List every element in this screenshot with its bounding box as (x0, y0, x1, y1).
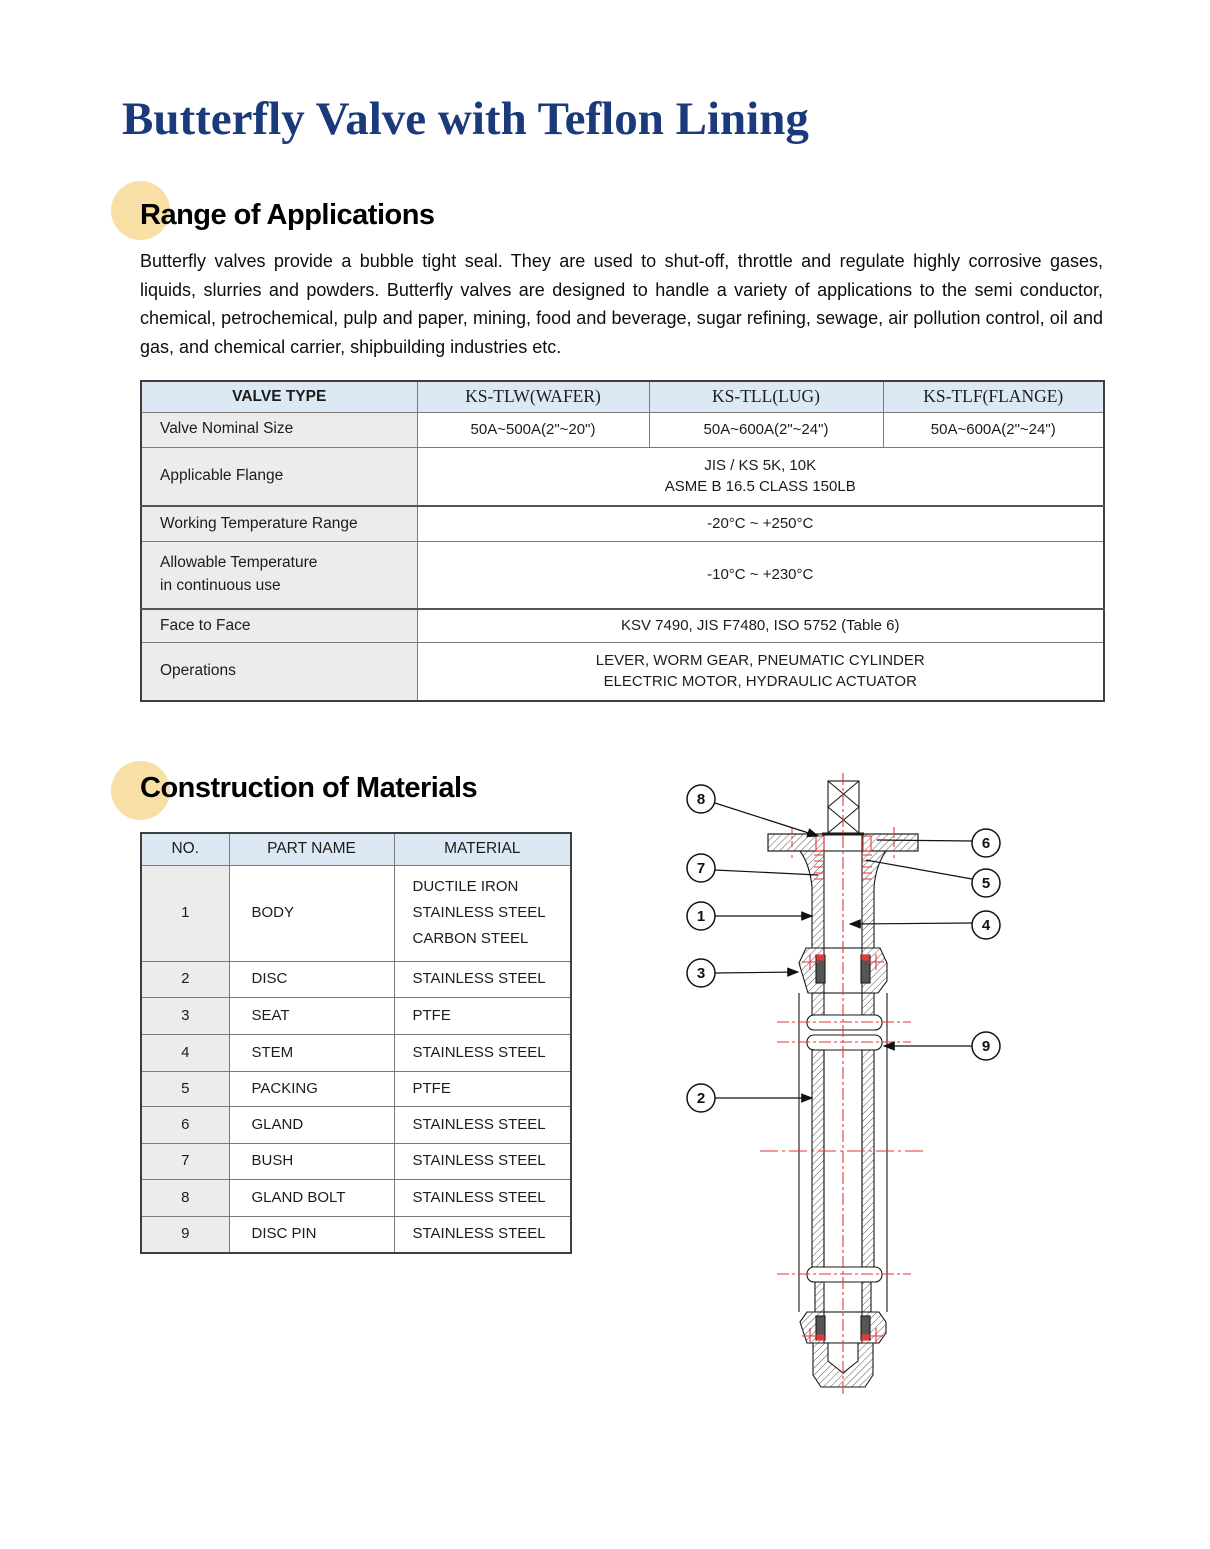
spec-value: 50A~600A(2"~24") (649, 412, 883, 447)
part-no: 4 (141, 1034, 229, 1071)
parts-header-part-name: PART NAME (229, 833, 394, 865)
table-row (141, 865, 571, 961)
spec-label: Working Temperature Range (141, 506, 417, 541)
spec-header-ks-tlf: KS-TLF(FLANGE) (883, 381, 1104, 412)
spec-value-line: ASME B 16.5 CLASS 150LB (664, 478, 856, 496)
table-row (141, 1106, 571, 1143)
spec-label-line: Allowable Temperature (160, 554, 318, 572)
spec-row-face-to-face (141, 609, 1104, 642)
part-name: GLAND BOLT (229, 1179, 394, 1216)
part-name: STEM (229, 1034, 394, 1071)
spec-header-ks-tll: KS-TLL(LUG) (649, 381, 883, 412)
parts-header-row (141, 833, 571, 865)
part-name: SEAT (229, 997, 394, 1034)
callout-3 (687, 959, 715, 987)
spec-label: Face to Face (141, 609, 417, 642)
svg-text:3: 3 (696, 965, 706, 982)
spec-table (140, 380, 1105, 702)
spec-value: -10°C ~ +230°C (417, 541, 1104, 609)
part-name: BODY (229, 865, 394, 961)
spec-value: 50A~600A(2"~24") (883, 412, 1104, 447)
parts-header-no: NO. (141, 833, 229, 865)
parts-header-material: MATERIAL (394, 833, 571, 865)
callout-2 (687, 1084, 715, 1112)
part-name: DISC (229, 961, 394, 997)
part-no: 6 (141, 1106, 229, 1143)
spec-row-working-temp (141, 506, 1104, 541)
spec-header-row (141, 381, 1104, 412)
spec-value (417, 447, 1104, 506)
spec-row-applicable-flange (141, 447, 1104, 506)
svg-text:8: 8 (696, 791, 706, 808)
part-no: 2 (141, 961, 229, 997)
table-row (141, 1143, 571, 1179)
spec-row-operations (141, 642, 1104, 701)
part-name: GLAND (229, 1106, 394, 1143)
svg-text:1: 1 (696, 908, 706, 925)
svg-text:5: 5 (981, 875, 991, 892)
part-no: 5 (141, 1071, 229, 1106)
callout-4 (972, 911, 1000, 939)
part-no: 9 (141, 1216, 229, 1253)
page-title: Butterfly Valve with Teflon Lining (122, 93, 809, 145)
part-name: BUSH (229, 1143, 394, 1179)
callout-1 (687, 902, 715, 930)
callout-6 (972, 829, 1000, 857)
part-material: STAINLESS STEEL (394, 1106, 571, 1143)
spec-label: Applicable Flange (141, 447, 417, 506)
spec-header-ks-tlw: KS-TLW(WAFER) (417, 381, 649, 412)
callout-5 (972, 869, 1000, 897)
svg-text:4: 4 (981, 917, 991, 934)
spec-value-line: JIS / KS 5K, 10K (704, 456, 817, 474)
svg-text:6: 6 (981, 835, 991, 852)
part-no: 7 (141, 1143, 229, 1179)
callout-7 (687, 854, 715, 882)
part-material: STAINLESS STEEL (394, 1034, 571, 1071)
table-row (141, 997, 571, 1034)
applications-paragraph: Butterfly valves provide a bubble tight seal. They are used to shut-off, throttle and regulate highly corrosive gases, liquids, slurries and powders. Butterfly valves are designed to handle a variety of applications to the semi conductor, chemical, petrochemical, pulp and paper, mining, food and beverage, sugar refining, sewage, air pollution control, oil and gas, and chemical carrier, shipbuilding industries etc. (140, 251, 1103, 357)
callout-9 (972, 1032, 1000, 1060)
material-line: STAINLESS STEEL (412, 904, 546, 921)
part-material: STAINLESS STEEL (394, 1143, 571, 1179)
table-row (141, 1179, 571, 1216)
spec-value-line: ELECTRIC MOTOR, HYDRAULIC ACTUATOR (603, 673, 917, 691)
spec-value: 50A~500A(2"~20") (417, 412, 649, 447)
spec-row-allowable-temp (141, 541, 1104, 609)
material-line: CARBON STEEL (412, 930, 529, 947)
part-material: STAINLESS STEEL (394, 961, 571, 997)
spec-label: Valve Nominal Size (141, 412, 417, 447)
part-material: PTFE (394, 997, 571, 1034)
part-material: STAINLESS STEEL (394, 1216, 571, 1253)
spec-value (417, 642, 1104, 701)
spec-label: Operations (141, 642, 417, 701)
spec-label (141, 541, 417, 609)
table-row (141, 1071, 571, 1106)
material-line: DUCTILE IRON (412, 878, 519, 895)
part-name: DISC PIN (229, 1216, 394, 1253)
part-material: STAINLESS STEEL (394, 1179, 571, 1216)
spec-value: -20°C ~ +250°C (417, 506, 1104, 541)
valve-cross-section-drawing (660, 765, 1050, 1425)
part-no: 8 (141, 1179, 229, 1216)
part-name: PACKING (229, 1071, 394, 1106)
part-material (394, 865, 571, 961)
table-row (141, 961, 571, 997)
section-heading-materials: Construction of Materials (140, 772, 478, 804)
part-no: 1 (141, 865, 229, 961)
svg-text:2: 2 (696, 1090, 706, 1107)
parts-table (140, 832, 572, 1254)
table-row (141, 1216, 571, 1253)
section-heading-applications: Range of Applications (140, 199, 435, 231)
svg-text:9: 9 (981, 1038, 991, 1055)
part-no: 3 (141, 997, 229, 1034)
part-material: PTFE (394, 1071, 571, 1106)
spec-label-line: in continuous use (160, 576, 281, 594)
spec-value-line: LEVER, WORM GEAR, PNEUMATIC CYLINDER (595, 651, 925, 669)
svg-text:7: 7 (696, 860, 706, 877)
spec-row-nominal-size (141, 412, 1104, 447)
spec-header-valve-type: VALVE TYPE (141, 381, 417, 412)
table-row (141, 1034, 571, 1071)
callout-8 (687, 785, 715, 813)
spec-value: KSV 7490, JIS F7480, ISO 5752 (Table 6) (417, 609, 1104, 642)
